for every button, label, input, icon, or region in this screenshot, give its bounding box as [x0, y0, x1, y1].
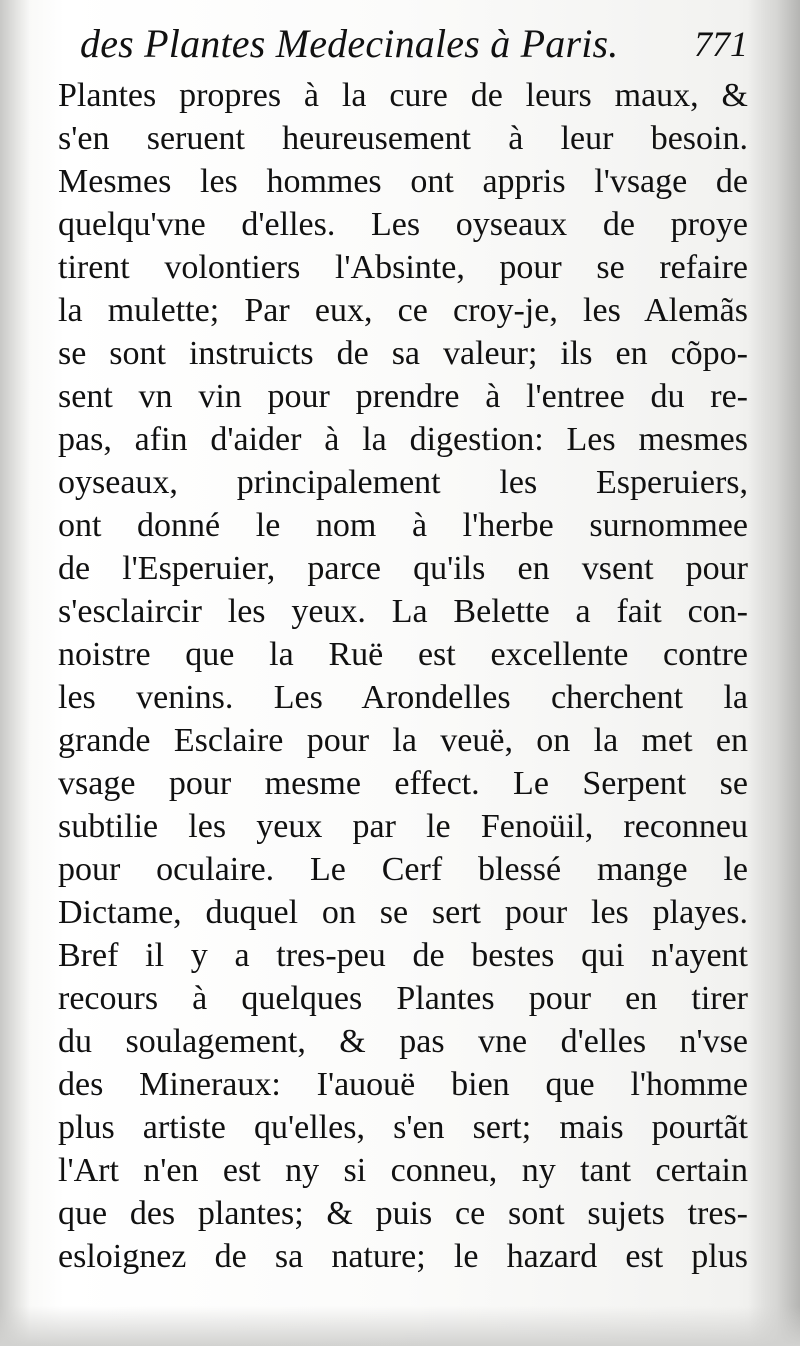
- page-number: 771: [694, 24, 748, 64]
- text-line: esloignez de sa nature; le hazard est plus: [58, 1238, 748, 1275]
- text-line: sent vn vin pour prendre à l'entree du re-: [58, 378, 748, 415]
- text-line: s'esclaircir les yeux. La Belette a fait con-: [58, 593, 748, 630]
- text-line: Dictame, duquel on se sert pour les playes.: [58, 894, 748, 931]
- text-line: subtilie les yeux par le Fenoüil, reconneu: [58, 808, 748, 845]
- text-line: la mulette; Par eux, ce croy-je, les Alemãs: [58, 292, 748, 329]
- text-line: ont donné le nom à l'herbe surnommee: [58, 507, 748, 544]
- text-line: Plantes propres à la cure de leurs maux, &: [58, 77, 748, 114]
- text-line: l'Art n'en est ny si conneu, ny tant certain: [58, 1152, 748, 1189]
- body-text: [58, 74, 748, 1278]
- text-line: que des plantes; & puis ce sont sujets tres-: [58, 1195, 748, 1232]
- page-header: [80, 18, 748, 70]
- text-line: Bref il y a tres-peu de bestes qui n'ayent: [58, 937, 748, 974]
- text-line: Mesmes les hommes ont appris l'vsage de: [58, 163, 748, 200]
- text-line: grande Esclaire pour la veuë, on la met en: [58, 722, 748, 759]
- page-bottom-shadow: [0, 1306, 800, 1346]
- text-line: quelqu'vne d'elles. Les oyseaux de proye: [58, 206, 748, 243]
- text-line: des Mineraux: I'auouë bien que l'homme: [58, 1066, 748, 1103]
- text-line: pas, afin d'aider à la digestion: Les mesmes: [58, 421, 748, 458]
- text-line: oyseaux, principalement les Esperuiers,: [58, 464, 748, 501]
- text-line: noistre que la Ruë est excellente contre: [58, 636, 748, 673]
- text-line: pour oculaire. Le Cerf blessé mange le: [58, 851, 748, 888]
- text-line: vsage pour mesme effect. Le Serpent se: [58, 765, 748, 802]
- text-line: se sont instruicts de sa valeur; ils en cõpo-: [58, 335, 748, 372]
- running-head: des Plantes Medecinales à Paris.: [80, 21, 619, 66]
- text-line: plus artiste qu'elles, s'en sert; mais pourtãt: [58, 1109, 748, 1146]
- text-line: du soulagement, & pas vne d'elles n'vse: [58, 1023, 748, 1060]
- text-line: les venins. Les Arondelles cherchent la: [58, 679, 748, 716]
- text-line: tirent volontiers l'Absinte, pour se refaire: [58, 249, 748, 286]
- text-line: recours à quelques Plantes pour en tirer: [58, 980, 748, 1017]
- text-line: de l'Esperuier, parce qu'ils en vsent pour: [58, 550, 748, 587]
- text-line: s'en seruent heureusement à leur besoin.: [58, 120, 748, 157]
- page-left-shadow: [0, 0, 30, 1346]
- page-right-shadow: [748, 0, 800, 1346]
